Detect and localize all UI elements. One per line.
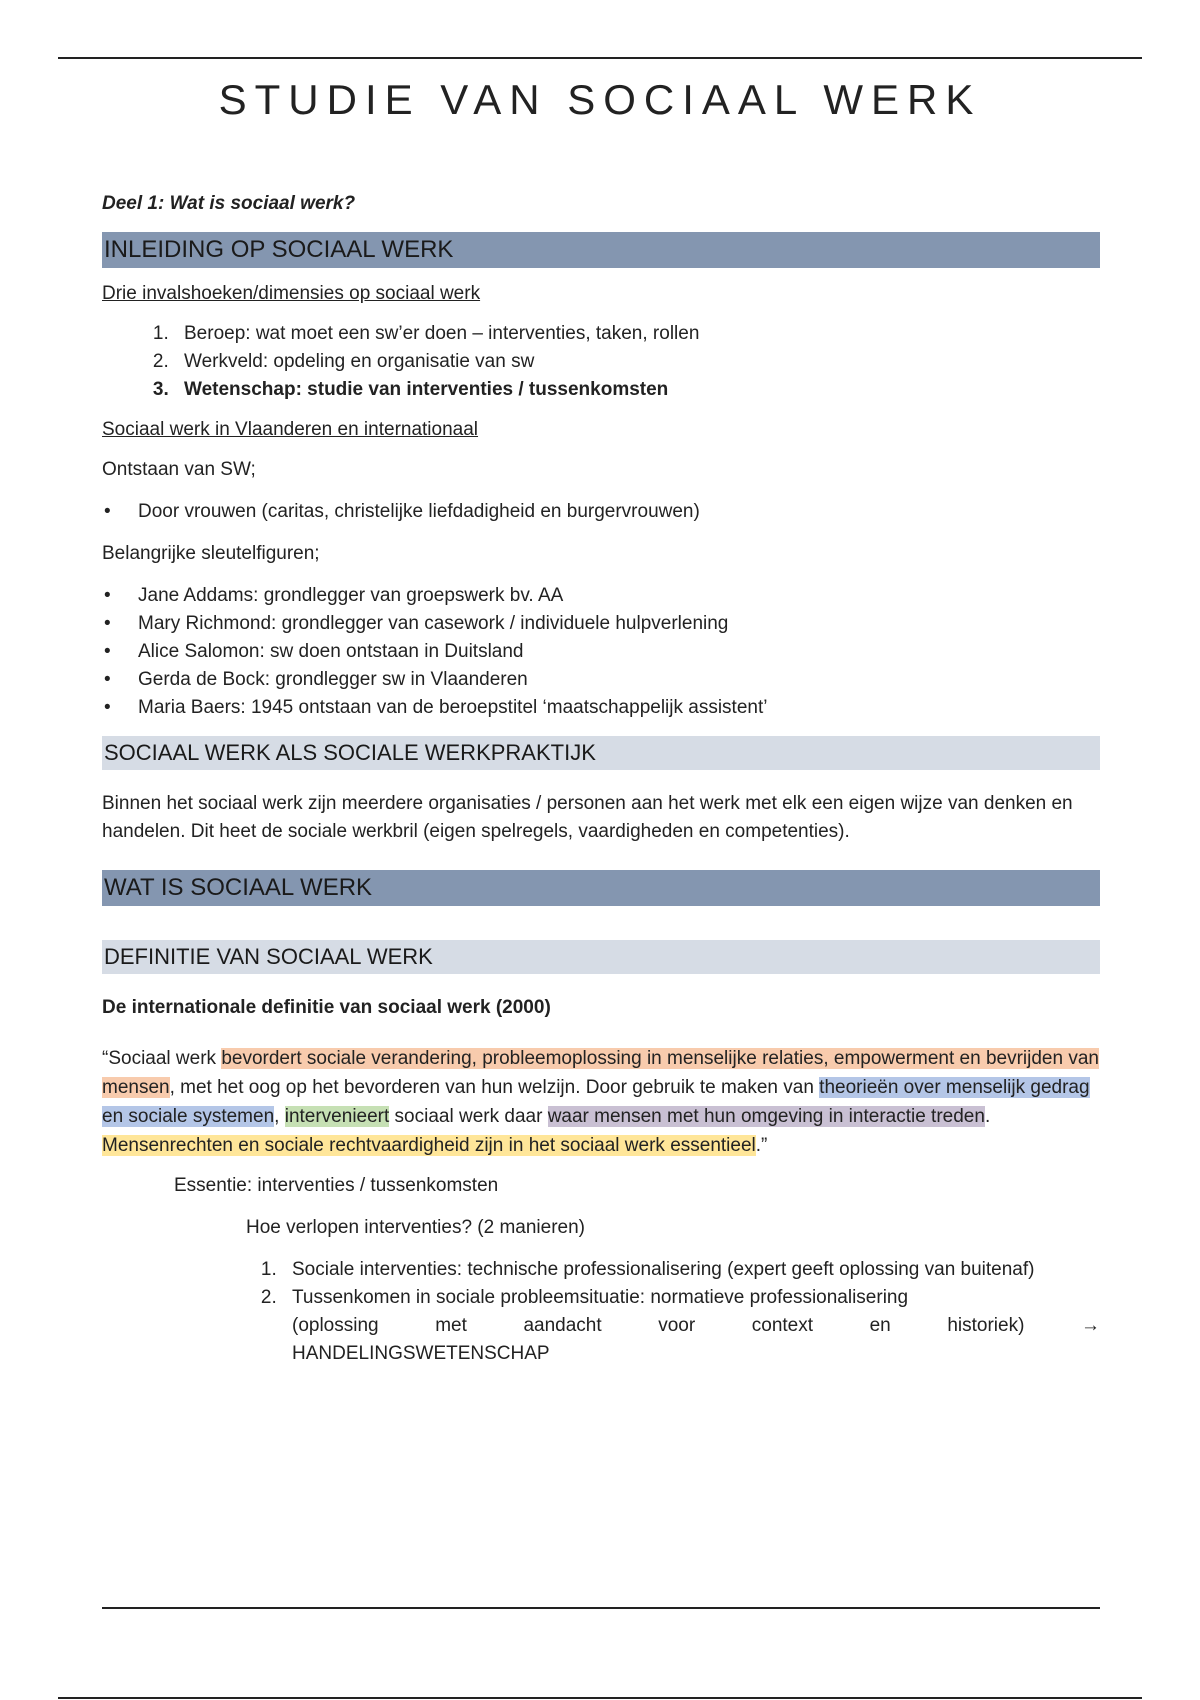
bullet-icon: •: [104, 697, 111, 718]
bullet-icon: •: [104, 585, 111, 606]
highlight-yellow: Mensenrechten en sociale rechtvaardigheid zijn in het sociaal werk essentieel: [102, 1135, 756, 1156]
footer-rule: [58, 1697, 1142, 1699]
definition-quote: “Sociaal werk bevordert sociale verandering, probleemoplossing in menselijke relaties, empowerment en bevrijden van mensen, met het oog op het bevorderen van hun welzijn. Door gebruik te maken van theorieën over menselijk gedrag en sociale systemen, intervenieert sociaal werk daar waar mensen met hun omgeving in interactie treden. Mensenrechten en sociale rechtvaardigheid zijn in het sociaal werk essentieel.”: [102, 1048, 1099, 1156]
origin-label: Ontstaan van SW;: [102, 459, 256, 480]
document-content: [102, 190, 1100, 1368]
heading-definitie: DEFINITIE VAN SOCIAAL WERK: [102, 940, 1100, 974]
bullet-icon: •: [104, 613, 111, 634]
werkpraktijk-paragraph: Binnen het sociaal werk zijn meerdere organisaties / personen aan het werk met elk een eigen wijze van denken en handelen. Dit heet de sociale werkbril (eigen spelregels, vaardigheden en competenties).: [102, 793, 1073, 842]
list-item: • Jane Addams: grondlegger van groepswerk bv. AA: [138, 582, 1100, 610]
list-item: 1. Beroep: wat moet een sw’er doen – interventies, taken, rollen: [174, 320, 1100, 348]
document-title: STUDIE VAN SOCIAAL WERK: [218, 76, 982, 123]
justified-line: (oplossing met aandacht voor context en historiek) →: [292, 1312, 1100, 1340]
list-item: 1. Sociale interventies: technische professionalisering (expert geeft oplossing van buitenaf): [282, 1256, 1100, 1284]
list-item: • Maria Baers: 1945 ontstaan van de beroepstitel ‘maatschappelijk assistent’: [138, 694, 1100, 722]
bullet-icon: •: [104, 641, 111, 662]
highlight-green: intervenieert: [284, 1106, 390, 1127]
list-item: • Door vrouwen (caritas, christelijke liefdadigheid en burgervrouwen): [138, 498, 1100, 526]
how-line: Hoe verlopen interventies? (2 manieren): [246, 1217, 586, 1238]
dimension-list: [102, 320, 1100, 404]
list-item: • Alice Salomon: sw doen ontstaan in Duitsland: [138, 638, 1100, 666]
bullet-icon: •: [104, 669, 111, 690]
heading-werkpraktijk: SOCIAAL WERK ALS SOCIALE WERKPRAKTIJK: [102, 736, 1100, 770]
highlight-orange: bevordert sociale verandering, probleemoplossing in menselijke relaties, empowerment en bevrijden van mensen: [102, 1048, 1099, 1098]
list-item: 3. Wetenschap: studie van interventies / tussenkomsten: [174, 376, 1100, 404]
list-item: • Gerda de Bock: grondlegger sw in Vlaanderen: [138, 666, 1100, 694]
highlight-blue: theorieën over menselijk gedrag en sociale systemen: [102, 1077, 1090, 1127]
heading-wat-is-sociaal-werk: WAT IS SOCIAAL WERK: [102, 870, 1100, 906]
bottom-rule: [102, 1607, 1100, 1609]
top-rule: [58, 57, 1142, 59]
ways-list: [102, 1256, 1100, 1368]
essence-line: Essentie: interventies / tussenkomsten: [174, 1175, 499, 1196]
key-figures-label: Belangrijke sleutelfiguren;: [102, 543, 320, 564]
part-title: Deel 1: Wat is sociaal werk?: [102, 193, 356, 214]
subheading-invalshoeken: Drie invalshoeken/dimensies op sociaal werk: [102, 283, 481, 304]
list-item: 2. Werkveld: opdeling en organisatie van sw: [174, 348, 1100, 376]
origin-list: [102, 498, 1100, 526]
arrow-right-icon: →: [1080, 1315, 1100, 1336]
heading-inleiding: INLEIDING OP SOCIAAL WERK: [102, 232, 1100, 268]
highlight-purple: waar mensen met hun omgeving in interactie treden: [547, 1106, 985, 1127]
subheading-vlaanderen: Sociaal werk in Vlaanderen en internationaal: [102, 419, 479, 440]
key-figures-list: [102, 582, 1100, 722]
list-item: 2. Tussenkomen in sociale probleemsituatie: normatieve professionalisering (oplossing met aandacht voor context en historiek) → HANDELINGSWETENSCHAP: [282, 1284, 1100, 1368]
definition-title: De internationale definitie van sociaal werk (2000): [102, 997, 551, 1018]
list-item: • Mary Richmond: grondlegger van casework / individuele hulpverlening: [138, 610, 1100, 638]
bullet-icon: •: [104, 501, 111, 522]
